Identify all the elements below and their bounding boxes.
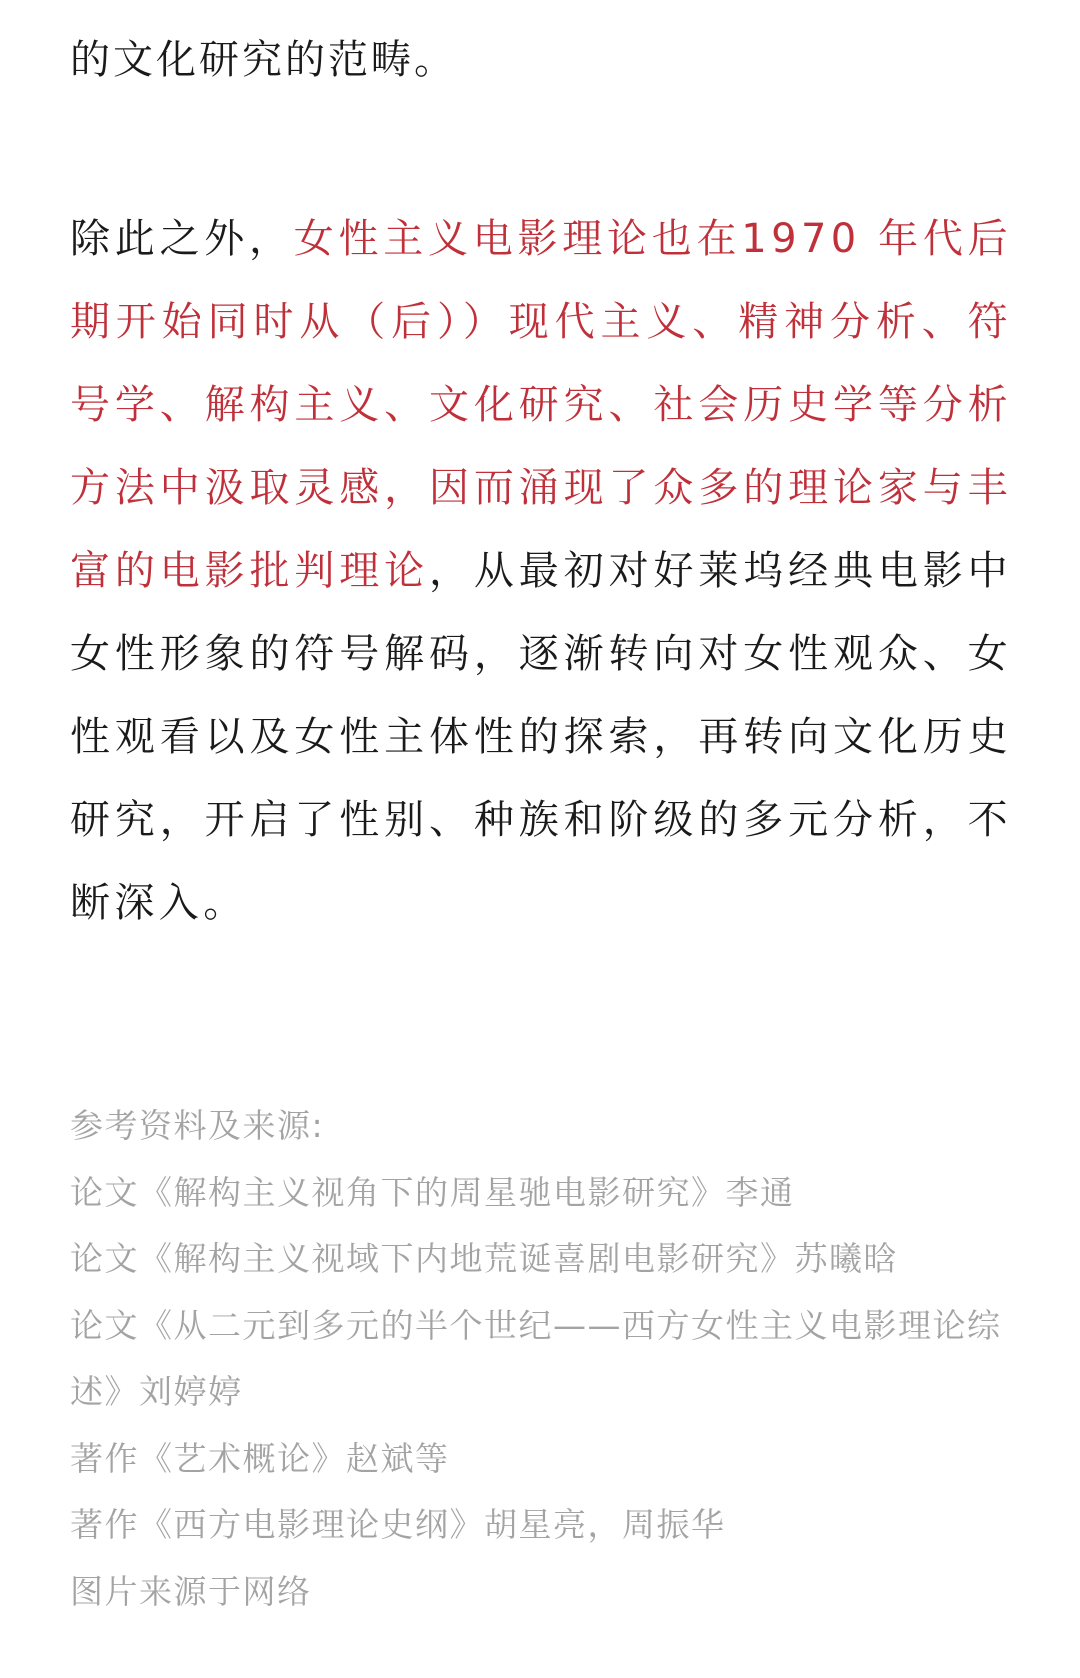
body-paragraph bbox=[70, 198, 1012, 945]
reference-item: 著作《艺术概论》赵斌等 bbox=[70, 1438, 450, 1478]
reference-item: 图片来源于网络 bbox=[70, 1571, 312, 1611]
reference-item: 论文《从二元到多元的半个世纪——西方女性主义电影理论综 bbox=[70, 1305, 1002, 1345]
reference-item: 论文《解构主义视域下内地荒诞喜剧电影研究》苏曦晗 bbox=[70, 1239, 898, 1278]
highlighted-text: 女性主义电影理论也在1970 年代后期开始同时从（后））现代主义、精神分析、符号学、解构主义、文化研究、社会历史学等分析方法中汲取灵感，因而涌现了众多的理论家与丰富的电影批判理论 bbox=[70, 216, 1012, 594]
paragraph-intro: 除此之外， bbox=[70, 216, 294, 262]
lead-text: 的文化研究的范畴。 bbox=[70, 37, 457, 83]
reference-item: 论文《解构主义视角下的周星驰电影研究》李通 bbox=[70, 1172, 795, 1212]
references-heading: 参考资料及来源: bbox=[70, 1106, 325, 1145]
reference-item: 著作《西方电影理论史纲》胡星亮，周振华 bbox=[70, 1505, 726, 1544]
reference-item: 述》刘婷婷 bbox=[70, 1372, 243, 1411]
references-section bbox=[70, 1093, 1012, 1625]
paragraph-rest: ，从最初对好莱坞经典电影中女性形象的符号解码，逐渐转向对女性观众、女性观看以及女性主体性的探索，再转向文化历史研究，开启了性别、种族和阶级的多元分析，不断深入。 bbox=[70, 548, 1013, 926]
article-body bbox=[70, 18, 1012, 945]
